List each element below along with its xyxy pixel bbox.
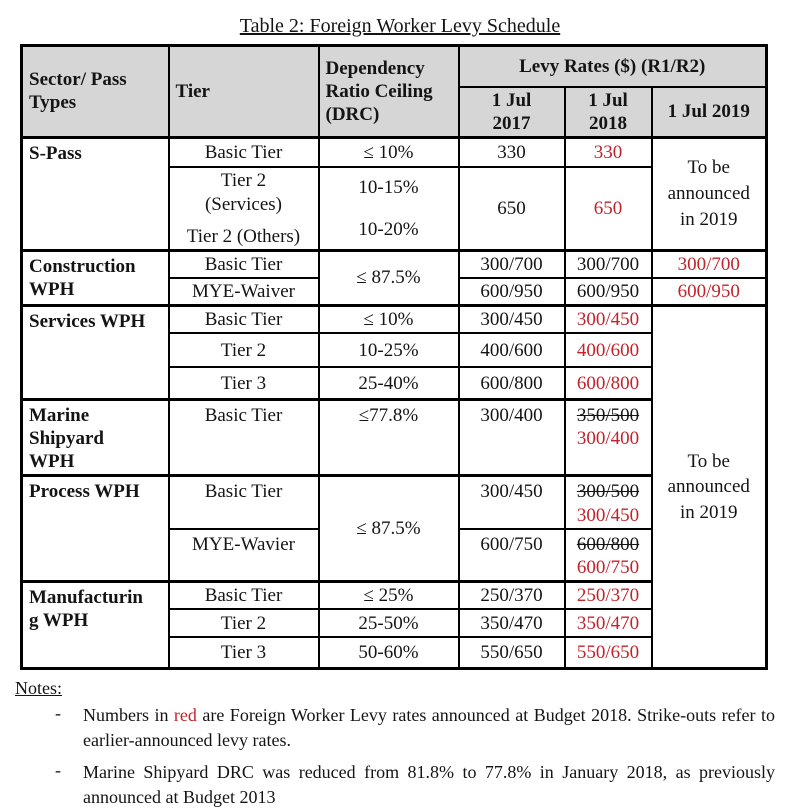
sector-manufacturing (22, 582, 169, 669)
tier-cell: Basic Tier (169, 476, 319, 529)
levy-2017-cell: 330 (459, 137, 565, 167)
sector-manufacturing-label: Manufacturing WPH (29, 587, 143, 632)
levy-2017-cell: 600/950 (459, 278, 565, 306)
levy-2017-cell: 300/450 (459, 306, 565, 334)
old-rate-struck: 350/500 (576, 404, 640, 426)
tier-cell: Basic Tier (169, 582, 319, 610)
drc-cell: ≤ 87.5% (319, 250, 459, 305)
sector-marine (22, 399, 169, 476)
note-dash: - (55, 702, 61, 723)
levy-2017-cell: 400/600 (459, 333, 565, 367)
note-text-2: Marine Shipyard DRC was reduced from 81.8% to 77.8% in January 2018, as previously announced at Budget 2013 (83, 762, 775, 808)
levy-2017-cell: 600/800 (459, 367, 565, 399)
drc-upper: 10-15% (358, 176, 419, 198)
note1-prefix: Numbers in (83, 704, 174, 725)
header-jul-2018 (565, 87, 652, 138)
old-rate-struck: 300/500 (576, 481, 640, 503)
header-levy-rates: Levy Rates ($) (R1/R2) (459, 46, 767, 87)
drc-cell: ≤ 10% (319, 137, 459, 167)
levy-2018-cell: 350/470 (565, 609, 652, 637)
note1-red-word: red (173, 704, 197, 725)
levy-2017-cell: 300/700 (459, 250, 565, 278)
sector-marine-label: Marine Shipyard WPH (29, 404, 104, 473)
levy-2017-cell: 300/450 (459, 476, 565, 529)
tier-cell: MYE-Waiver (169, 278, 319, 306)
levy-2018-cell: 600/950 (565, 278, 652, 306)
levy-2019-tba-cell: To be announced in 2019 (652, 306, 767, 669)
table-title: Table 2: Foreign Worker Levy Schedule (239, 15, 561, 37)
levy-2019-tba-spass-cell: To be announced in 2019 (652, 137, 767, 250)
tier-cell: Tier 3 (169, 637, 319, 668)
drc-cell: 10-25% (319, 333, 459, 367)
levy-2017-cell: 650 (459, 167, 565, 250)
tier-cell: Basic Tier (169, 250, 319, 278)
levy-2018-cell (565, 399, 652, 476)
header-jul-2017 (459, 87, 565, 138)
header-drc: Dependency Ratio Ceiling (DRC) (319, 46, 459, 138)
drc-cell: ≤ 10% (319, 306, 459, 334)
drc-cell: 50-60% (319, 637, 459, 668)
tier-cell: Tier 2 (169, 609, 319, 637)
note-item (15, 760, 785, 810)
levy-2018-cell: 300/700 (565, 250, 652, 278)
levy-2018-cell: 600/800 (565, 367, 652, 399)
levy-2017-cell: 600/750 (459, 529, 565, 582)
old-rate-struck: 600/800 (576, 533, 640, 555)
header-jul-2019: 1 Jul 2019 (652, 87, 767, 138)
tier-cell: Tier 2 (169, 333, 319, 367)
new-rate-red: 300/400 (576, 428, 640, 450)
levy-2018-cell: 650 (565, 167, 652, 250)
levy-2017-cell: 250/370 (459, 582, 565, 610)
new-rate-red: 300/450 (576, 504, 640, 526)
tier-cell: Basic Tier (169, 137, 319, 167)
drc-cell: 25-40% (319, 367, 459, 399)
tier2-services-line1: Tier 2 (220, 170, 267, 192)
tier2-others: Tier 2 (Others) (186, 225, 301, 247)
tier-cell: Basic Tier (169, 306, 319, 334)
note1-suffix: are Foreign Worker Levy rates announced at Budget 2018. Strike-outs refer to earlier-announced levy rates. (83, 704, 775, 750)
new-rate-red: 600/750 (576, 556, 640, 578)
tier-cell (169, 167, 319, 250)
levy-2017-cell: 550/650 (459, 637, 565, 668)
tier-cell: MYE-Wavier (169, 529, 319, 582)
drc-cell (319, 167, 459, 250)
header-jul-2018-label: 1 Jul 2018 (588, 89, 628, 134)
header-tier: Tier (169, 46, 319, 138)
drc-cell: ≤ 87.5% (319, 476, 459, 582)
tier-cell: Tier 3 (169, 367, 319, 399)
note-dash: - (55, 760, 61, 781)
levy-2018-cell: 250/370 (565, 582, 652, 610)
sector-services: Services WPH (22, 306, 169, 400)
levy-2017-cell: 350/470 (459, 609, 565, 637)
levy-2017-cell: 300/400 (459, 399, 565, 476)
levy-2018-cell: 300/450 (565, 306, 652, 334)
levy-2018-cell: 330 (565, 137, 652, 167)
sector-spass: S-Pass (22, 137, 169, 250)
levy-2018-cell (565, 529, 652, 582)
header-sector: Sector/ Pass Types (22, 46, 169, 138)
tier2-services-line2: (Services) (204, 193, 283, 215)
levy-2018-cell: 550/650 (565, 637, 652, 668)
drc-lower: 10-20% (358, 219, 419, 241)
note-text-1 (83, 703, 775, 753)
sector-process: Process WPH (22, 476, 169, 582)
levy-2019-cell: 300/700 (652, 250, 767, 278)
levy-2019-cell: 600/950 (652, 278, 767, 306)
note-item (15, 703, 785, 753)
notes-section (15, 678, 785, 811)
sector-construction: Construction WPH (22, 250, 169, 305)
notes-heading: Notes: (15, 677, 62, 698)
levy-2018-cell: 400/600 (565, 333, 652, 367)
tier-cell: Basic Tier (169, 399, 319, 476)
header-jul-2017-label: 1 Jul 2017 (491, 89, 532, 134)
drc-cell: ≤77.8% (319, 399, 459, 476)
drc-cell: ≤ 25% (319, 582, 459, 610)
drc-cell: 25-50% (319, 609, 459, 637)
levy-2018-cell (565, 476, 652, 529)
levy-schedule-table (20, 44, 768, 670)
